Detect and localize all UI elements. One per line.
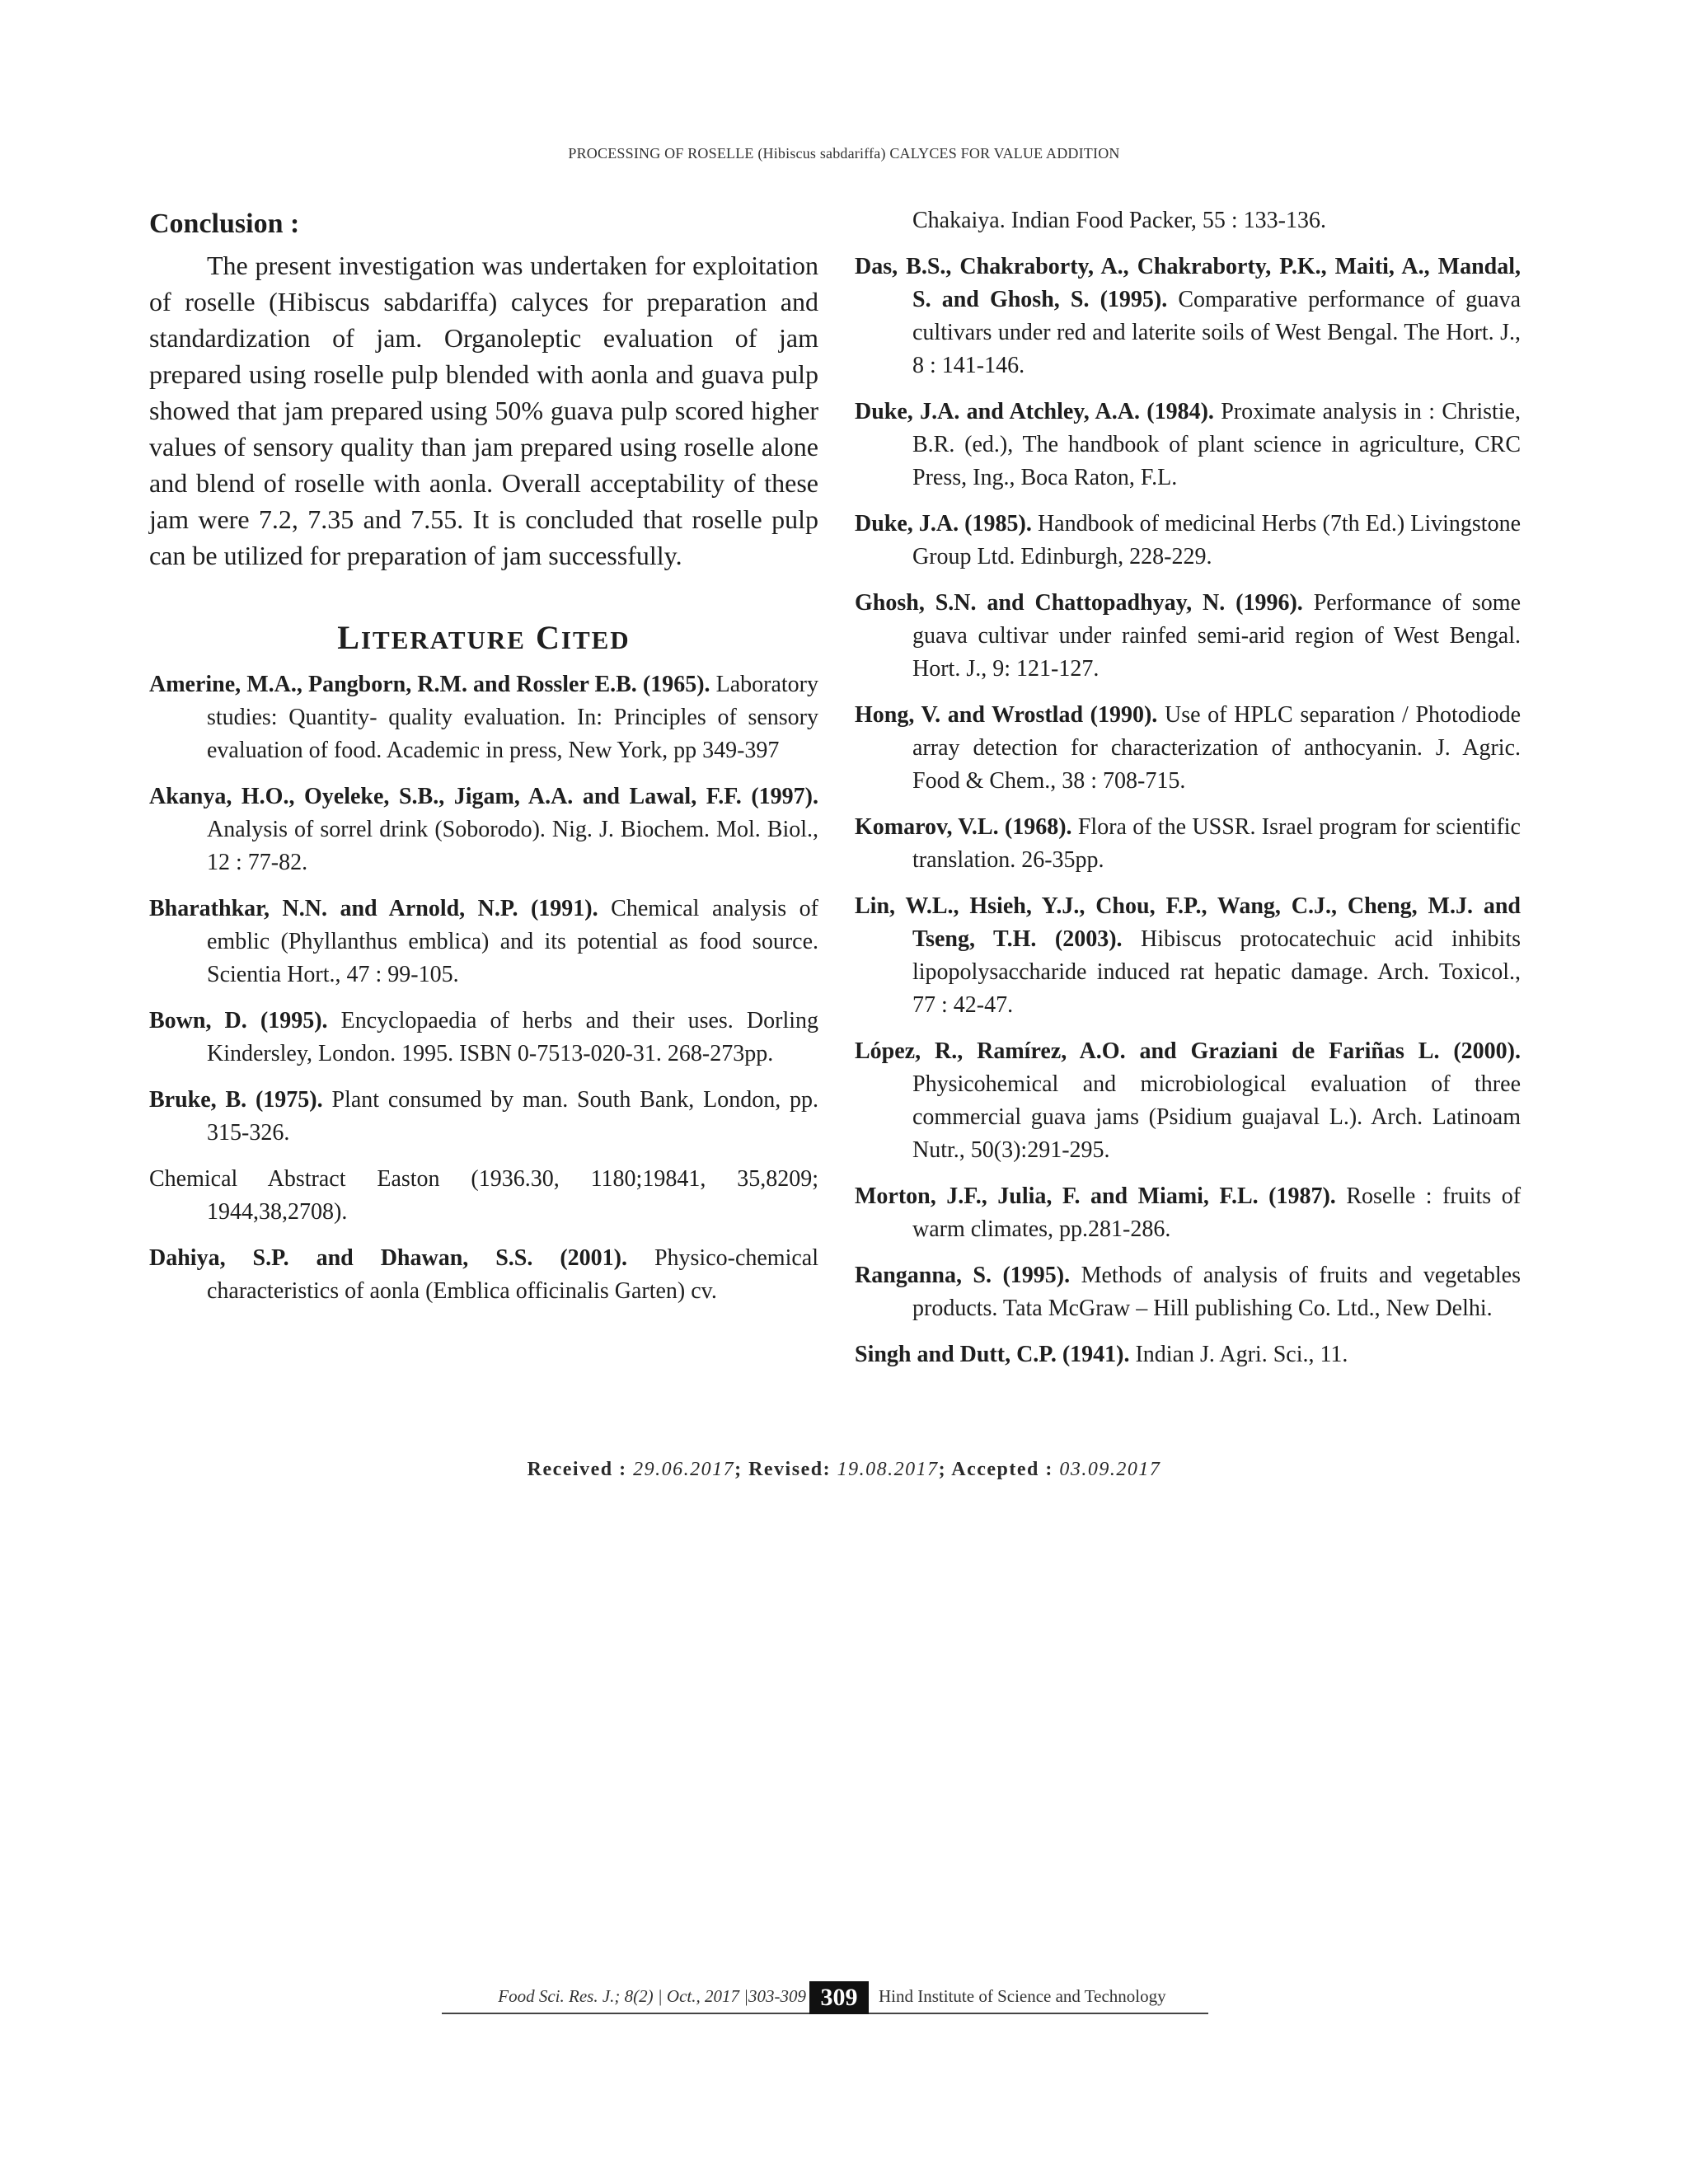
page-number: 309 — [809, 1981, 869, 2014]
reference-authors: Morton, J.F., Julia, F. and Miami, F.L. (1987). — [855, 1183, 1336, 1209]
reference-item — [855, 699, 1521, 798]
reference-text: Use of HPLC separation / Photodiode array detection for characterization of anthocyanin. J. Agric. Food & Chem., 38 : 708-715. — [912, 702, 1522, 794]
reference-continuation: Chakaiya. Indian Food Packer, 55 : 133-136. — [912, 208, 1327, 233]
reference-text: Hibiscus protocatechuic acid inhibits lipopolysaccharide induced rat hepatic damage. Arch. Toxicol., 77 : 42-47. — [912, 926, 1522, 1018]
reference-text: Chemical analysis of emblic (Phyllanthus emblica) and its potential as food source. Scientia Hort., 47 : 99-105. — [207, 896, 819, 988]
reference-authors: Akanya, H.O., Oyeleke, S.B., Jigam, A.A. and Lawal, F.F. (1997). — [149, 784, 818, 810]
reference-authors: Ranganna, S. (1995). — [855, 1263, 1071, 1288]
reference-text: Flora of the USSR. Israel program for scientific translation. 26-35pp. — [912, 814, 1521, 873]
reference-text: Physico-chemical characteristics of aonla (Emblica officinalis Garten) cv. — [207, 1245, 819, 1305]
reference-text: Methods of analysis of fruits and vegetables products. Tata McGraw – Hill publishing Co. Ltd., New Delhi. — [912, 1263, 1521, 1321]
revised-label: ; Revised: — [734, 1459, 832, 1480]
conclusion-heading: Conclusion : — [149, 209, 300, 239]
reference-item — [855, 251, 1521, 382]
accepted-date: 03.09.2017 — [1059, 1459, 1161, 1480]
reference-authors: Das, B.S., Chakraborty, A., Chakraborty, P.K., Maiti, A., Mandal, S. and Ghosh, S. (1995). — [855, 254, 1521, 312]
conclusion-body: The present investigation was undertaken for exploitation of roselle (Hibiscus sabdariffa) calyces for preparation and standardization of jam. Organoleptic evaluation of jam prepared using roselle pulp blended with aonla and guava pulp showed that jam prepared using 50% guava pulp scored higher values of sensory quality than jam prepared using roselle alone and blend of roselle with aonla. Overall acceptability of these jam were 7.2, 7.35 and 7.55. It is concluded that roselle pulp can be utilized for preparation of jam successfully. — [149, 251, 818, 571]
reference-item — [149, 1084, 818, 1150]
reference-item — [855, 1035, 1521, 1167]
reference-list-right — [855, 251, 1521, 1371]
reference-text: Roselle : fruits of warm climates, pp.281-286. — [912, 1183, 1522, 1242]
reference-item — [855, 587, 1521, 686]
heading-cap-l: L — [337, 619, 361, 657]
heading-rest-cited: ITED — [560, 626, 631, 655]
reference-item — [149, 1242, 818, 1308]
heading-cap-c: C — [536, 619, 561, 657]
reference-item — [855, 1180, 1521, 1246]
reference-text: Laboratory studies: Quantity- quality evaluation. In: Principles of sensory evaluation of food. Academic in press, New York, pp 349-397 — [207, 672, 818, 764]
reference-authors: Komarov, V.L. (1968). — [855, 814, 1072, 840]
reference-text: Physicohemical and microbiological evaluation of three commercial guava jams (Psidium guajaval L.). Arch. Latinoam Nutr., 50(3):291-295. — [912, 1071, 1521, 1163]
reference-authors: Lin, W.L., Hsieh, Y.J., Chou, F.P., Wang, C.J., Cheng, M.J. and Tseng, T.H. (2003). — [855, 893, 1521, 952]
reference-text: Handbook of medicinal Herbs (7th Ed.) Livingstone Group Ltd. Edinburgh, 228-229. — [912, 511, 1521, 569]
reference-item — [149, 780, 818, 879]
reference-list-left — [149, 668, 818, 1308]
reference-item — [855, 1259, 1521, 1325]
reference-item — [855, 890, 1521, 1022]
reference-authors: López, R., Ramírez, A.O. and Graziani de Fariñas L. (2000). — [855, 1038, 1521, 1064]
received-date: 29.06.2017 — [633, 1459, 735, 1480]
right-column — [855, 204, 1521, 1385]
reference-item — [149, 668, 818, 767]
footer-publisher: Hind Institute of Science and Technology — [879, 1986, 1166, 2006]
reference-text: Analysis of sorrel drink (Soborodo). Nig. J. Biochem. Mol. Biol., 12 : 77-82. — [207, 817, 818, 876]
literature-cited-heading — [149, 618, 818, 657]
reference-text: Encyclopaedia of herbs and their uses. Dorling Kindersley, London. 1995. ISBN 0-7513-020-31. 268-273pp. — [207, 1008, 819, 1067]
reference-item — [855, 508, 1521, 574]
reference-item — [855, 396, 1521, 494]
reference-authors: Duke, J.A. and Atchley, A.A. (1984). — [855, 399, 1214, 424]
reference-authors: Bruke, B. (1975). — [149, 1087, 323, 1113]
reference-item — [149, 1005, 818, 1071]
received-label: Received : — [527, 1459, 627, 1480]
reference-item — [855, 811, 1521, 877]
submission-dates — [0, 1459, 1688, 1481]
revised-date: 19.08.2017 — [837, 1459, 939, 1480]
reference-authors: Amerine, M.A., Pangborn, R.M. and Rossler E.B. (1965). — [149, 672, 710, 698]
reference-authors: Ghosh, S.N. and Chattopadhyay, N. (1996). — [855, 590, 1303, 616]
running-head: PROCESSING OF ROSELLE (Hibiscus sabdariffa) CALYCES FOR VALUE ADDITION — [568, 145, 1120, 162]
reference-text: Indian J. Agri. Sci., 11. — [1135, 1342, 1348, 1367]
reference-text: Plant consumed by man. South Bank, London, pp. 315-326. — [207, 1087, 819, 1146]
reference-item — [149, 893, 818, 991]
accepted-label: ; Accepted : — [938, 1459, 1053, 1480]
reference-authors: Bharathkar, N.N. and Arnold, N.P. (1991). — [149, 896, 598, 922]
left-column — [149, 204, 818, 1321]
reference-authors: Dahiya, S.P. and Dhawan, S.S. (2001). — [149, 1245, 627, 1272]
reference-text: Chemical Abstract Easton (1936.30, 1180;19841, 35,8209; 1944,38,2708). — [149, 1166, 818, 1226]
reference-text: Proximate analysis in : Christie, B.R. (ed.), The handbook of plant science in agriculture, CRC Press, Ing., Boca Raton, F.L. — [912, 399, 1521, 490]
heading-rest-literature: ITERATURE — [360, 626, 526, 655]
page-footer — [442, 1981, 1208, 2016]
reference-authors: Hong, V. and Wrostlad (1990). — [855, 702, 1158, 728]
reference-authors: Duke, J.A. (1985). — [855, 511, 1032, 537]
reference-item — [149, 1163, 818, 1229]
footer-citation: Food Sci. Res. J.; 8(2) | Oct., 2017 |303-309 — [498, 1986, 806, 2006]
reference-text: Comparative performance of guava cultivars under red and laterite soils of West Bengal. The Hort. J., 8 : 141-146. — [912, 287, 1522, 378]
reference-authors: Bown, D. (1995). — [149, 1008, 328, 1034]
reference-item — [855, 1338, 1521, 1371]
reference-text: Performance of some guava cultivar under rainfed semi-arid region of West Bengal. Hort. J., 9: 121-127. — [912, 590, 1522, 682]
reference-authors: Singh and Dutt, C.P. (1941). — [855, 1342, 1130, 1367]
